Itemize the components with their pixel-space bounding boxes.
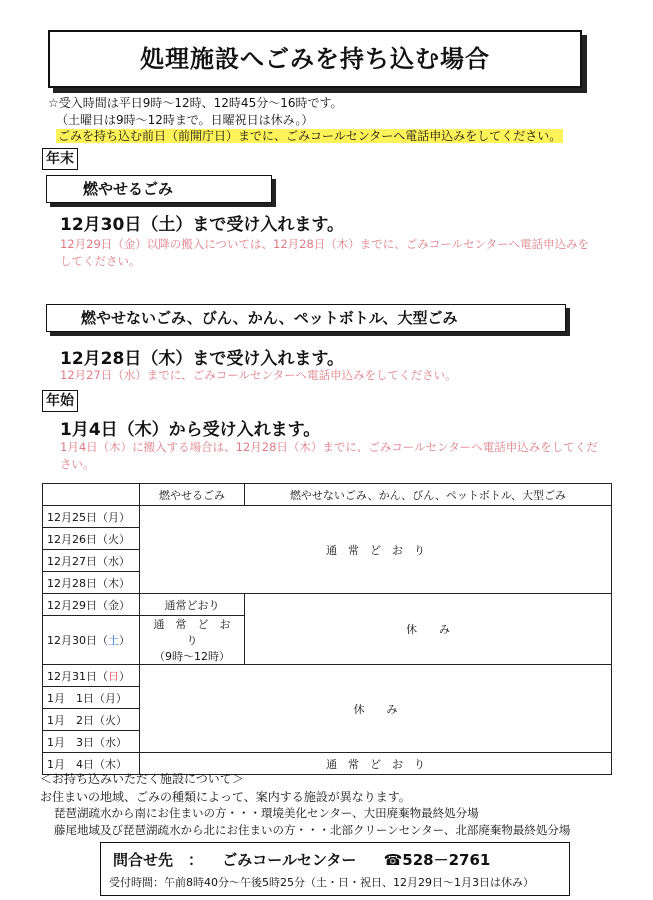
date-suffix: ）: [119, 634, 130, 647]
burnable-half-day-cell: [140, 616, 245, 665]
date-prefix: 12月30日（: [47, 634, 108, 647]
table-row: [43, 506, 612, 528]
normal-cell: 通 常 ど お り: [140, 753, 612, 775]
date-cell: 12月25日（月）: [43, 506, 140, 528]
date-suffix: ）: [119, 669, 130, 683]
facilities-intro: お住まいの地域、ごみの種類によって、案内する施設が異なります。: [40, 790, 411, 804]
date-cell: 12月27日（水）: [43, 550, 140, 572]
burnable-note-line1: 12月29日（金）以降の搬入については、12月28日（木）までに、ごみコールセンターへ電話申込みを: [60, 237, 590, 251]
contact-name: ごみコールセンター: [222, 851, 357, 869]
burnable-note: [60, 236, 589, 270]
half-day-hours: （9時～12時）: [154, 650, 230, 663]
date-cell: [43, 665, 140, 687]
contact-line: [113, 849, 490, 870]
date-cell: 1月 3日（水）: [43, 731, 140, 753]
col-burnable-header: 燃やせるごみ: [140, 484, 245, 506]
col-nonburnable-header: 燃やせないごみ、かん、びん、ペットボトル、大型ごみ: [245, 484, 612, 506]
burnable-normal-cell: 通常どおり: [140, 594, 245, 616]
facilities-north: 藤尾地域及び琵琶湖疏水から北にお住まいの方・・・北部クリーンセンター、北部廃棄物最終処分場: [54, 823, 571, 837]
saturday-mark: 土: [108, 634, 119, 647]
date-cell: 1月 4日（木）: [43, 753, 140, 775]
facilities-south: 琵琶湖疏水から南にお住まいの方・・・環境美化センター、大田廃棄物最終処分場: [54, 806, 479, 820]
new-year-note-line1: 1月4日（木）に搬入する場合は、12月28日（木）までに、ごみコールセンターへ電話申込みをしてくだ: [60, 440, 598, 454]
contact-label: 問合せ先 ：: [113, 851, 204, 869]
phone-icon: ☎: [383, 851, 403, 869]
contact-hours: 受付時間：午前8時40分～午後5時25分（土・日・祝日、12月29日～1月3日は休み）: [109, 876, 534, 889]
burnable-note-line2: してください。: [60, 254, 141, 268]
contact-box: [100, 842, 570, 896]
date-cell: 12月28日（木）: [43, 572, 140, 594]
facilities-heading: ＜お持ち込みいただく施設について＞: [40, 772, 244, 786]
normal-cell: 通 常 ど お り: [140, 506, 612, 594]
nonburnable-heading: 燃やせないごみ、びん、かん、ペットボトル、大型ごみ: [46, 304, 566, 332]
nonburnable-accept: 12月28日（木）まで受け入れます。: [60, 349, 344, 369]
new-year-note: [60, 439, 598, 473]
half-day-label: 通 常 ど お り: [153, 618, 242, 647]
saturday-note: （土曜日は9時～12時まで。日曜祝日は休み。）: [56, 113, 314, 127]
table-header-row: [43, 484, 612, 506]
date-cell: 12月26日（火）: [43, 528, 140, 550]
new-year-note-line2: さい。: [60, 457, 95, 471]
new-year-accept: 1月4日（木）から受け入れます。: [60, 420, 321, 440]
table-corner: [43, 484, 140, 506]
burnable-accept: 12月30日（土）まで受け入れます。: [60, 215, 344, 235]
contact-phone: 528－2761: [402, 851, 491, 869]
date-prefix: 12月31日（: [47, 669, 108, 683]
new-year-label: 年始: [42, 390, 78, 412]
application-highlight: ごみを持ち込む前日（前開庁日）までに、ごみコールセンターへ電話申込みをしてください。: [58, 129, 562, 143]
closed-cell: 休 み: [140, 665, 612, 753]
nonburnable-note: 12月27日（水）までに、ごみコールセンターへ電話申込みをしてください。: [60, 368, 457, 382]
sunday-mark: 日: [108, 669, 119, 683]
date-cell: [43, 616, 140, 665]
year-end-label: 年末: [42, 148, 78, 170]
schedule-table: [42, 483, 612, 775]
date-cell: 1月 1日（月）: [43, 687, 140, 709]
table-row: [43, 594, 612, 616]
application-note: [56, 127, 563, 144]
reception-hours: ☆受入時間は平日9時～12時、12時45分～16時です。: [48, 96, 343, 110]
burnable-heading: 燃やせるごみ: [46, 175, 272, 203]
nonburnable-closed-cell: 休 み: [245, 594, 612, 665]
date-cell: 1月 2日（火）: [43, 709, 140, 731]
table-row: [43, 665, 612, 687]
date-cell: 12月29日（金）: [43, 594, 140, 616]
page-title: 処理施設へごみを持ち込む場合: [48, 30, 582, 88]
